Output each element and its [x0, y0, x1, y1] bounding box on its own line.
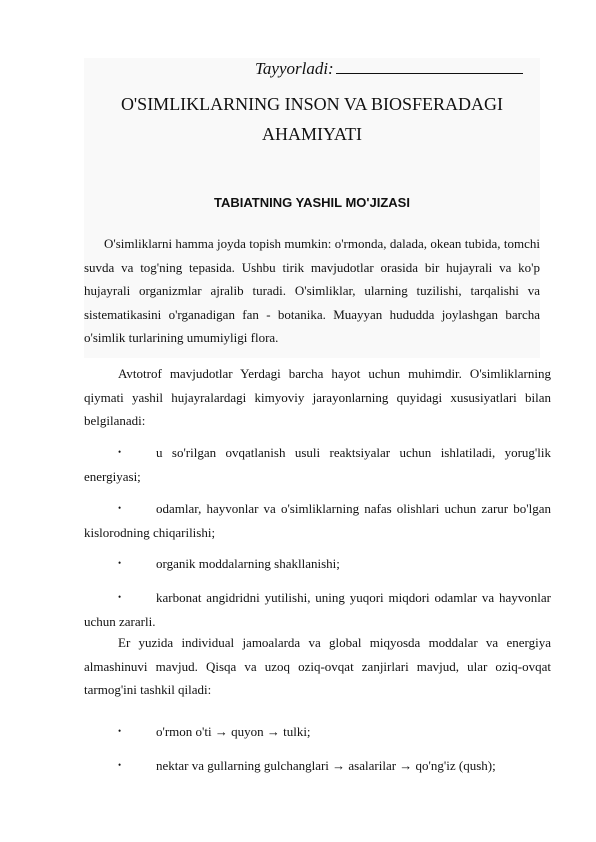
- bullet-icon: •: [118, 760, 122, 770]
- paragraph-intro: O'simliklarni hamma joyda topish mumkin: o'rmonda, dalada, okean tubida, tomchi suvda va tog'ning tepasida. Ushbu tirik mavjudotlar orasida bir hujayrali va ko'p hujayrali organizmlar ajralib turadi. O'simliklar, ularning tuzilishi, tarqalishi va sistematikasini o'rganadigan fan - botanika. Muayyan hududda joylashgan barcha o'simlik turlarining umumiyligi flora.: [84, 236, 540, 345]
- list-item-text: u so'rilgan ovqatlanish usuli reaktsiyalar uchun ishlatiladi, yorug'lik energiyasi;: [84, 445, 551, 484]
- list-item: [84, 720, 551, 744]
- list-item: [84, 552, 551, 576]
- list-item: [84, 497, 551, 544]
- list-item-text: o'rmon o'ti → quyon → tulki;: [156, 724, 311, 739]
- bullet-icon: •: [118, 558, 122, 568]
- list-item-text: nektar va gullarning gulchanglari → asalarilar → qo'ng'iz (qush);: [156, 758, 496, 773]
- list-item-text: organik moddalarning shakllanishi;: [156, 556, 340, 571]
- signature-line: [336, 58, 523, 74]
- bullet-icon: •: [118, 503, 122, 513]
- bullet-icon: •: [118, 726, 122, 736]
- prepared-label: Tayyorladi:: [255, 59, 334, 78]
- list-item-text: odamlar, hayvonlar va o'simliklarning nafas olishlari uchun zarur bo'lgan kislorodning chiqarilishi;: [84, 501, 551, 540]
- paragraph-food-chains: Er yuzida individual jamoalarda va global miqyosda moddalar va energiya almashinuvi mavjud. Qisqa va uzoq oziq-ovqat zanjirlari mavjud, ular oziq-ovqat tarmog'ini tashkil qiladi:: [84, 635, 551, 697]
- list-item: [84, 754, 551, 778]
- paragraph-autotrophs: Avtotrof mavjudotlar Yerdagi barcha hayot uchun muhimdir. O'simliklarning qiymati yashil hujayralardagi kimyoviy jarayonlarning quyidagi xususiyatlari bilan belgilanadi:: [84, 366, 551, 428]
- prepared-by: [255, 58, 523, 79]
- title-line-1: O'SIMLIKLARNING INSON VA BIOSFERADAGI: [120, 94, 504, 114]
- bullet-icon: •: [118, 592, 122, 602]
- page-title: [84, 89, 540, 149]
- list-item: [84, 441, 551, 488]
- list-item: [84, 586, 551, 633]
- section-title: TABIATNING YASHIL MO'JIZASI: [214, 195, 410, 210]
- list-item-text: karbonat angidridni yutilishi, uning yuqori miqdori odamlar va hayvonlar uchun zararli.: [84, 590, 551, 629]
- title-line-2: AHAMIYATI: [262, 124, 362, 144]
- bullet-icon: •: [118, 447, 122, 457]
